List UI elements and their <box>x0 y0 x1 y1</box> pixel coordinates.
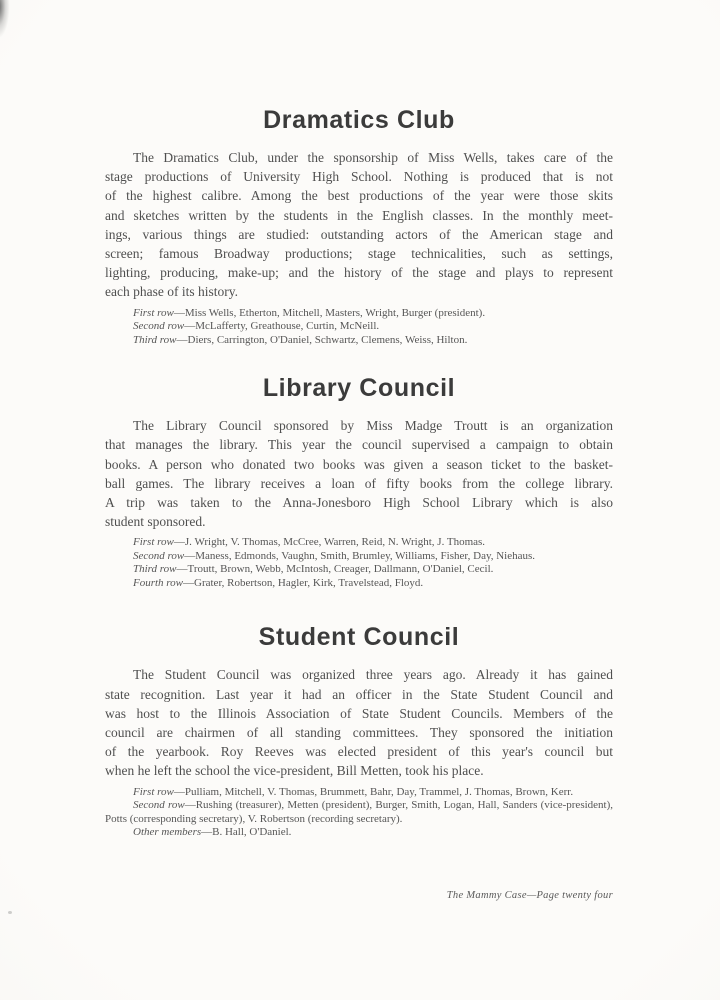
row-names: —J. Wright, V. Thomas, McCree, Warren, Reid, N. Wright, J. Thomas. <box>173 536 486 549</box>
paragraph-line: The Library Council sponsored by Miss Madge Troutt is an organization <box>133 418 613 434</box>
scan-speck-artifact <box>8 911 12 914</box>
photo-caption-rows <box>105 786 613 840</box>
row-names: —B. Hall, O'Daniel. <box>201 826 292 839</box>
photo-caption-rows <box>105 307 613 348</box>
row-label: Second row <box>133 320 185 333</box>
section-title: Dramatics Club <box>263 106 455 134</box>
section-student <box>105 623 613 839</box>
caption-row <box>105 799 613 826</box>
row-names: —Troutt, Brown, Webb, McIntosh, Creager, Dallmann, O'Daniel, Cecil. <box>176 563 494 576</box>
paragraph-line: screen; famous Broadway productions; stage technicalities, such as settings, <box>105 246 613 262</box>
paragraph-line: books. A person who donated two books was given a season ticket to the basket- <box>105 456 613 472</box>
row-names: —Rushing (treasurer), Metten (president), Burger, Smith, Logan, Hall, Sanders (vice-president), Potts (corresponding secretary), V. Robertson (recording secretary). <box>105 799 614 825</box>
paragraph-line: council are chairmen of all standing committees. They sponsored the initiation <box>105 724 613 740</box>
caption-row <box>105 577 613 591</box>
section-title: Library Council <box>262 374 456 403</box>
caption-row <box>105 563 613 577</box>
section-library <box>105 374 613 590</box>
row-names: —Pulliam, Mitchell, V. Thomas, Brummett, Bahr, Day, Trammel, J. Thomas, Brown, Kerr. <box>173 785 574 798</box>
row-label: First row <box>133 306 174 319</box>
caption-row <box>105 786 613 800</box>
row-label: Third row <box>133 333 177 346</box>
section-paragraph <box>105 148 613 302</box>
photo-caption-rows <box>105 536 613 590</box>
section-dramatics <box>105 106 613 347</box>
paragraph-line: ball games. The library receives a loan of fifty books from the college library. <box>105 475 613 491</box>
row-names: —McLafferty, Greathouse, Curtin, McNeill. <box>184 320 380 333</box>
paragraph-line: that manages the library. This year the council supervised a campaign to obtain <box>105 437 613 453</box>
paragraph-line: ings, various things are studied: outstanding actors of the American stage and <box>105 226 613 242</box>
row-names: —Maness, Edmonds, Vaughn, Smith, Brumley, Williams, Fisher, Day, Niehaus. <box>184 549 536 562</box>
row-label: First row <box>133 785 174 798</box>
scan-smudge-artifact <box>0 0 26 80</box>
section-paragraph <box>105 416 613 531</box>
row-names: —Diers, Carrington, O'Daniel, Schwartz, Clemens, Weiss, Hilton. <box>176 333 468 346</box>
row-label: Other members <box>133 826 202 839</box>
paragraph-line: was host to the Illinois Association of State Student Councils. Members of the <box>105 705 613 721</box>
row-label: Second row <box>133 799 185 812</box>
paragraph-line: of the yearbook. Roy Reeves was elected president of this year's council but <box>105 744 613 760</box>
caption-row <box>105 536 613 550</box>
row-label: First row <box>133 536 174 549</box>
caption-row <box>105 550 613 564</box>
paragraph-line: The Dramatics Club, under the sponsorship of Miss Wells, takes care of the <box>133 150 613 165</box>
paragraph-line: The Student Council was organized three years ago. Already it has gained <box>133 667 613 683</box>
caption-row <box>105 307 613 321</box>
paragraph-line: of the highest calibre. Among the best productions of the year were those skits <box>105 188 613 204</box>
yearbook-page <box>105 0 613 840</box>
row-label: Third row <box>133 563 177 576</box>
caption-row <box>105 334 613 348</box>
paragraph-line: A trip was taken to the Anna-Jonesboro High School Library which is also <box>105 494 613 510</box>
paragraph-line: and sketches written by the students in the English classes. In the monthly meet- <box>105 207 613 223</box>
paragraph-line: student sponsored. <box>105 514 206 530</box>
section-title: Student Council <box>258 623 460 652</box>
paragraph-line: lighting, producing, make-up; and the history of the stage and plays to represent <box>105 265 613 281</box>
paragraph-line: state recognition. Last year it had an officer in the State Student Council and <box>105 686 613 702</box>
paragraph-line: when he left the school the vice-president, Bill Metten, took his place. <box>105 763 484 779</box>
row-label: Second row <box>133 549 185 562</box>
row-names: —Grater, Robertson, Hagler, Kirk, Travelstead, Floyd. <box>183 576 424 589</box>
paragraph-line: each phase of its history. <box>105 284 238 300</box>
caption-row <box>105 826 613 840</box>
paragraph-line: stage productions of University High School. Nothing is produced that is not <box>105 169 613 185</box>
caption-row <box>105 320 613 334</box>
row-names: —Miss Wells, Etherton, Mitchell, Masters, Wright, Burger (president). <box>173 306 486 319</box>
row-label: Fourth row <box>133 576 184 589</box>
page-footer: The Mammy Case—Page twenty four <box>446 890 613 901</box>
section-paragraph <box>105 665 613 780</box>
